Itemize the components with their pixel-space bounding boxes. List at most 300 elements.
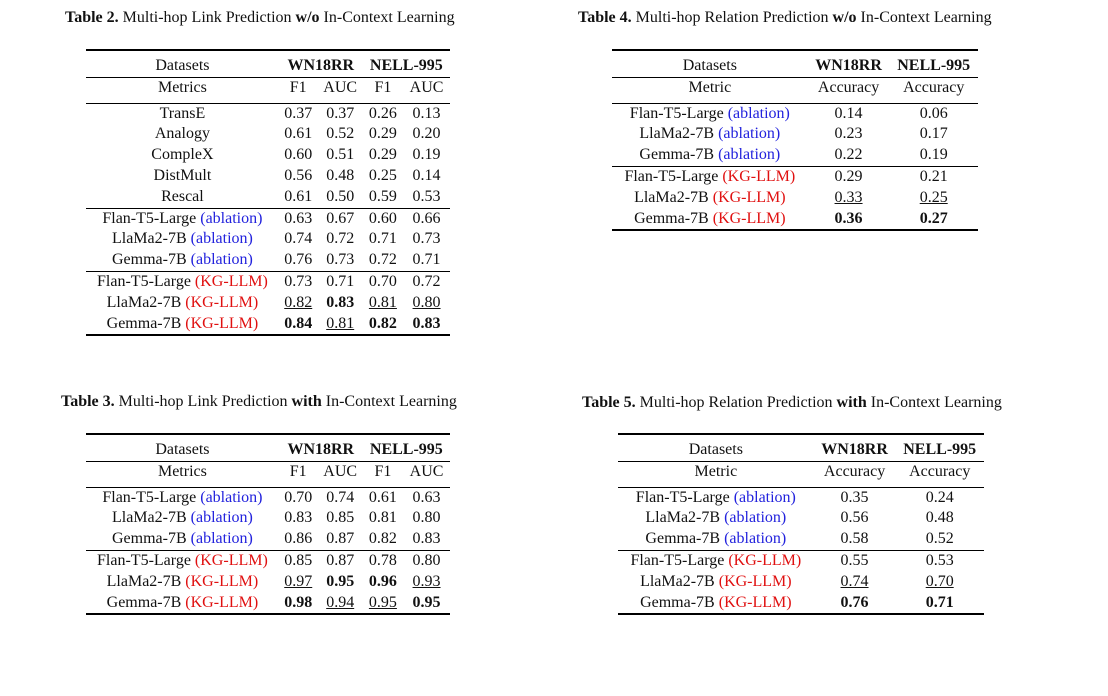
value: 0.96 (368, 572, 397, 590)
value: 0.37 (326, 104, 355, 122)
value-cell (808, 124, 890, 145)
value: 0.67 (326, 209, 355, 227)
value: 0.36 (834, 209, 863, 227)
value: 0.70 (925, 572, 954, 590)
table-row (86, 550, 450, 571)
model-tag: (ablation) (190, 251, 253, 269)
value: 0.19 (412, 146, 441, 164)
value-cell (318, 508, 363, 529)
table-5-caption (582, 394, 1002, 412)
header-row-metrics (86, 77, 450, 103)
value-cell (814, 550, 896, 571)
metric-header: Accuracy (903, 78, 965, 96)
value: 0.83 (326, 293, 355, 311)
model-name: DistMult (153, 166, 212, 184)
value-cell (403, 250, 450, 271)
model-name-cell (612, 166, 808, 187)
model-name-cell (86, 593, 279, 615)
metric-header: AUC (409, 462, 444, 480)
table-row (86, 187, 450, 208)
caption-text-end: In-Context Learning (856, 9, 992, 26)
caption-emphasis: with (836, 394, 867, 411)
value: 0.70 (368, 272, 397, 290)
model-name: Flan-T5-Large (97, 551, 195, 569)
value-cell (814, 508, 896, 529)
caption-label: Table 4. (578, 9, 632, 26)
model-name-cell (86, 314, 279, 336)
value: 0.86 (284, 530, 313, 548)
value-cell (363, 293, 403, 314)
value: 0.52 (326, 125, 355, 143)
datasets-header: Datasets (618, 434, 814, 461)
metric-header: F1 (374, 462, 392, 480)
value-cell (279, 572, 318, 593)
table-3-caption (61, 393, 457, 411)
value-cell (403, 487, 450, 508)
value: 0.59 (368, 187, 397, 205)
value: 0.87 (326, 551, 355, 569)
model-name-cell (86, 187, 279, 208)
value: 0.14 (412, 166, 441, 184)
value-cell (363, 208, 403, 229)
value-cell (403, 166, 450, 187)
value: 0.76 (284, 251, 313, 269)
value-cell (279, 293, 318, 314)
value-cell (814, 487, 896, 508)
table-row (612, 103, 978, 124)
table-row (86, 124, 450, 145)
metric-header: AUC (409, 78, 444, 96)
value-cell (318, 572, 363, 593)
value: 0.63 (284, 209, 313, 227)
value: 0.26 (368, 104, 397, 122)
value: 0.53 (412, 187, 441, 205)
value-cell (889, 124, 978, 145)
dataset-header-1: WN18RR (279, 434, 363, 461)
model-tag: (KG-LLM) (728, 551, 802, 569)
value: 0.93 (412, 572, 441, 590)
model-name-cell (86, 271, 279, 292)
model-tag: (KG-LLM) (718, 572, 792, 590)
model-name: LlaMa2-7B (111, 230, 191, 248)
table-row (86, 208, 450, 229)
value-cell (889, 166, 978, 187)
value-cell (889, 209, 978, 231)
caption-text: Multi-hop Relation Prediction (639, 394, 837, 411)
model-tag: (ablation) (718, 146, 781, 164)
metric-header: Accuracy (817, 78, 880, 96)
value-cell (318, 487, 363, 508)
datasets-header: Datasets (86, 50, 279, 77)
model-tag: (KG-LLM) (185, 293, 259, 311)
value-cell (895, 593, 984, 615)
value: 0.97 (284, 572, 313, 590)
value: 0.98 (284, 593, 313, 611)
value: 0.71 (925, 593, 954, 611)
caption-text: Multi-hop Link Prediction (122, 9, 296, 26)
model-name-cell (618, 487, 814, 508)
table-row (86, 529, 450, 550)
model-name-cell (618, 508, 814, 529)
table-4 (612, 49, 978, 231)
model-tag: (ablation) (190, 230, 253, 248)
value: 0.83 (412, 530, 441, 548)
table-4-caption (578, 9, 992, 27)
value-cell (279, 124, 318, 145)
table-2 (86, 49, 450, 336)
model-tag: (KG-LLM) (722, 167, 796, 185)
value: 0.95 (368, 593, 397, 611)
value-cell (279, 550, 318, 571)
value: 0.25 (368, 166, 397, 184)
value-cell (279, 250, 318, 271)
value-cell (318, 550, 363, 571)
model-name-cell (86, 487, 279, 508)
model-name: Gemma-7B (645, 530, 725, 548)
value: 0.29 (368, 146, 397, 164)
value-cell (363, 550, 403, 571)
model-name-cell (618, 572, 814, 593)
value: 0.73 (412, 230, 441, 248)
header-row-datasets (86, 50, 450, 77)
value: 0.23 (834, 125, 863, 143)
value: 0.66 (412, 209, 441, 227)
value-cell (318, 529, 363, 550)
model-name: CompleX (151, 146, 214, 164)
value: 0.37 (284, 104, 313, 122)
value-cell (889, 103, 978, 124)
table-row (618, 508, 984, 529)
value-cell (889, 188, 978, 209)
model-tag: (ablation) (190, 530, 253, 548)
value-cell (318, 124, 363, 145)
value-cell (279, 593, 318, 615)
value: 0.29 (368, 125, 397, 143)
model-name: Flan-T5-Large (102, 209, 201, 227)
model-name: Gemma-7B (634, 209, 713, 227)
value-cell (279, 508, 318, 529)
value-cell (318, 166, 363, 187)
model-tag: (ablation) (724, 530, 787, 548)
value-cell (318, 314, 363, 336)
table-row (86, 593, 450, 615)
value-cell (363, 103, 403, 124)
value: 0.50 (326, 187, 355, 205)
metric-header: AUC (323, 462, 358, 480)
model-tag: (ablation) (200, 488, 263, 506)
model-name: LlaMa2-7B (639, 125, 719, 143)
model-name-cell (618, 529, 814, 550)
value: 0.74 (326, 488, 355, 506)
value-cell (808, 145, 890, 166)
value-cell (403, 550, 450, 571)
model-name-cell (86, 508, 279, 529)
value-cell (403, 124, 450, 145)
dataset-header-1: WN18RR (814, 434, 896, 461)
model-name: LlaMa2-7B (634, 188, 713, 206)
value: 0.81 (368, 509, 397, 527)
model-name-cell (86, 229, 279, 250)
model-name: Gemma-7B (111, 530, 191, 548)
value: 0.21 (919, 167, 948, 185)
value: 0.13 (412, 104, 441, 122)
value-cell (279, 487, 318, 508)
model-name-cell (612, 124, 808, 145)
table-row (612, 209, 978, 231)
value-cell (808, 103, 890, 124)
model-tag: (ablation) (724, 509, 787, 527)
model-name-cell (618, 550, 814, 571)
model-name-cell (86, 124, 279, 145)
caption-label: Table 2. (65, 9, 119, 26)
model-name: Flan-T5-Large (630, 551, 729, 569)
value-cell (279, 103, 318, 124)
table-row (86, 229, 450, 250)
value: 0.76 (840, 593, 869, 611)
model-tag: (KG-LLM) (185, 572, 259, 590)
model-tag: (KG-LLM) (712, 188, 786, 206)
dataset-header-2: NELL-995 (889, 50, 978, 77)
dataset-header-1: WN18RR (279, 50, 363, 77)
value-cell (895, 550, 984, 571)
value: 0.55 (840, 551, 869, 569)
caption-text-end: In-Context Learning (319, 9, 455, 26)
value: 0.17 (919, 125, 948, 143)
model-name-cell (86, 572, 279, 593)
model-tag: (KG-LLM) (185, 314, 259, 332)
value: 0.20 (412, 125, 441, 143)
model-name-cell (612, 103, 808, 124)
metric-header: F1 (289, 462, 307, 480)
value-cell (403, 508, 450, 529)
value-cell (363, 314, 403, 336)
value-cell (363, 487, 403, 508)
header-row-datasets (618, 434, 984, 461)
value: 0.87 (326, 530, 355, 548)
value: 0.06 (919, 104, 948, 122)
value: 0.52 (925, 530, 954, 548)
value: 0.48 (925, 509, 954, 527)
value: 0.74 (840, 572, 869, 590)
model-name-cell (612, 188, 808, 209)
model-tag: (ablation) (727, 104, 790, 122)
model-name-cell (86, 166, 279, 187)
datasets-header: Datasets (612, 50, 808, 77)
model-name: LlaMa2-7B (111, 509, 191, 527)
model-tag: (ablation) (733, 488, 796, 506)
header-row-metrics (618, 461, 984, 487)
value-cell (403, 208, 450, 229)
header-row-metrics (86, 461, 450, 487)
value: 0.95 (326, 572, 355, 590)
table-row (86, 103, 450, 124)
table-row (86, 293, 450, 314)
model-name-cell (86, 103, 279, 124)
value-cell (279, 187, 318, 208)
value: 0.25 (919, 188, 948, 206)
metric-header: F1 (374, 78, 392, 96)
value: 0.74 (284, 230, 313, 248)
metric-header: AUC (323, 78, 358, 96)
value: 0.56 (840, 509, 869, 527)
value: 0.83 (284, 509, 313, 527)
table-row (86, 572, 450, 593)
value-cell (403, 572, 450, 593)
model-name-cell (86, 250, 279, 271)
value-cell (279, 271, 318, 292)
metrics-header: Metrics (157, 462, 207, 480)
model-name: Gemma-7B (111, 251, 191, 269)
value-cell (318, 187, 363, 208)
table-row (618, 487, 984, 508)
value-cell (363, 250, 403, 271)
value-cell (318, 271, 363, 292)
table-5 (618, 433, 984, 615)
table-row (86, 508, 450, 529)
table-row (612, 145, 978, 166)
value: 0.61 (284, 125, 313, 143)
metrics-header: Metric (694, 462, 738, 480)
table-row (612, 188, 978, 209)
value-cell (814, 572, 896, 593)
table-row (86, 271, 450, 292)
value-cell (363, 508, 403, 529)
value-cell (403, 293, 450, 314)
value: 0.61 (368, 488, 397, 506)
value-cell (808, 188, 890, 209)
value-cell (808, 166, 890, 187)
value: 0.70 (284, 488, 313, 506)
caption-text-end: In-Context Learning (321, 393, 457, 410)
model-name: Rescal (161, 187, 204, 205)
model-name-cell (86, 550, 279, 571)
value: 0.82 (368, 530, 397, 548)
model-name-cell (86, 529, 279, 550)
model-name: LlaMa2-7B (640, 572, 719, 590)
model-name: TransE (159, 104, 206, 122)
model-name: Gemma-7B (106, 314, 186, 332)
value-cell (889, 145, 978, 166)
table-row (86, 166, 450, 187)
header-row-datasets (86, 434, 450, 461)
model-name: Flan-T5-Large (624, 167, 723, 185)
value: 0.71 (368, 230, 397, 248)
value-cell (279, 166, 318, 187)
metric-header: F1 (289, 78, 307, 96)
model-name-cell (612, 145, 808, 166)
value-cell (318, 250, 363, 271)
metric-header: Accuracy (823, 462, 886, 480)
value: 0.72 (326, 230, 355, 248)
value-cell (403, 314, 450, 336)
value-cell (279, 208, 318, 229)
value-cell (403, 145, 450, 166)
value: 0.81 (326, 314, 355, 332)
model-name: Gemma-7B (106, 593, 186, 611)
table-row (86, 145, 450, 166)
value-cell (318, 208, 363, 229)
model-name-cell (86, 293, 279, 314)
value: 0.19 (919, 146, 948, 164)
value: 0.73 (326, 251, 355, 269)
value-cell (363, 593, 403, 615)
model-name-cell (86, 208, 279, 229)
caption-label: Table 3. (61, 393, 115, 410)
value-cell (895, 529, 984, 550)
value-cell (895, 508, 984, 529)
value-cell (363, 124, 403, 145)
datasets-header: Datasets (86, 434, 279, 461)
value: 0.82 (284, 293, 313, 311)
value-cell (403, 271, 450, 292)
value-cell (363, 529, 403, 550)
table-row (618, 550, 984, 571)
value-cell (318, 293, 363, 314)
value: 0.22 (834, 146, 863, 164)
model-name: LlaMa2-7B (645, 509, 725, 527)
model-name: Gemma-7B (639, 146, 719, 164)
value-cell (363, 166, 403, 187)
model-name: Flan-T5-Large (102, 488, 201, 506)
value-cell (403, 593, 450, 615)
value: 0.60 (284, 146, 313, 164)
value-cell (318, 229, 363, 250)
table-row (86, 314, 450, 336)
value: 0.80 (412, 551, 441, 569)
caption-label: Table 5. (582, 394, 636, 411)
value: 0.72 (368, 251, 397, 269)
caption-emphasis: w/o (832, 9, 857, 26)
value: 0.80 (412, 293, 441, 311)
value-cell (403, 103, 450, 124)
value-cell (403, 229, 450, 250)
model-name: LlaMa2-7B (106, 572, 186, 590)
value: 0.82 (368, 314, 397, 332)
model-tag: (KG-LLM) (185, 593, 259, 611)
value-cell (363, 145, 403, 166)
value: 0.48 (326, 166, 355, 184)
metrics-header: Metric (688, 78, 732, 96)
value-cell (814, 593, 896, 615)
model-tag: (KG-LLM) (194, 272, 268, 290)
model-name-cell (612, 209, 808, 231)
model-name-cell (618, 593, 814, 615)
value: 0.24 (925, 488, 954, 506)
model-tag: (KG-LLM) (712, 209, 786, 227)
value-cell (279, 529, 318, 550)
dataset-header-2: NELL-995 (363, 434, 450, 461)
value: 0.58 (840, 530, 869, 548)
caption-text: Multi-hop Link Prediction (118, 393, 292, 410)
table-row (612, 124, 978, 145)
value: 0.61 (284, 187, 313, 205)
metric-header: Accuracy (909, 462, 971, 480)
value-cell (279, 314, 318, 336)
table-row (86, 250, 450, 271)
value-cell (279, 145, 318, 166)
caption-emphasis: with (291, 393, 322, 410)
value-cell (318, 145, 363, 166)
value-cell (363, 271, 403, 292)
value-cell (814, 529, 896, 550)
value-cell (363, 187, 403, 208)
value-cell (895, 487, 984, 508)
value: 0.35 (840, 488, 869, 506)
value-cell (403, 187, 450, 208)
caption-text: Multi-hop Relation Prediction (635, 9, 833, 26)
model-name: Analogy (154, 125, 210, 143)
value: 0.83 (412, 314, 441, 332)
